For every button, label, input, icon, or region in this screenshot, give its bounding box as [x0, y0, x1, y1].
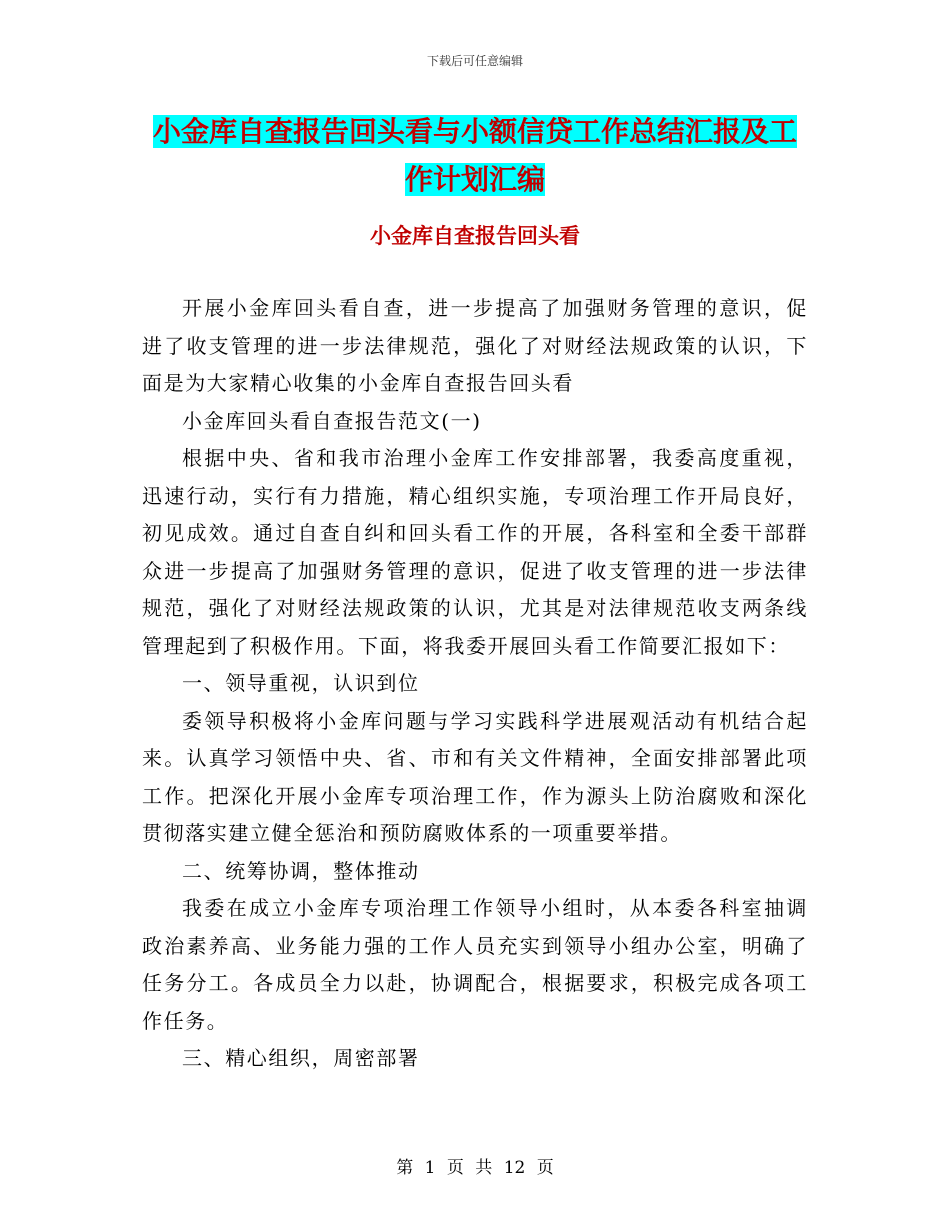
page-footer: 第 1 页 共 12 页 — [396, 1158, 554, 1178]
header-note: 下载后可任意编辑 — [426, 54, 523, 68]
heading-leadership: 一、领导重视，认识到位 — [182, 671, 420, 695]
heading-coordination: 二、统筹协调，整体推动 — [182, 858, 420, 883]
heading-organization: 三、精心组织，周密部署 — [182, 1046, 420, 1070]
document-title — [140, 108, 810, 204]
document-title-text: 小金库自查报告回头看与小额信贷工作总结汇报及工作计划汇编 — [152, 115, 797, 196]
paragraph-intro: 开展小金库回头看自查，进一步提高了加强财务管理的意识，促进了收支管理的进一步法律规范，强化了对财经法规政策的认识，下面是为大家精心收集的小金库自查报告回头看 — [142, 296, 808, 395]
section-title: 小金库自查报告回头看 — [370, 224, 580, 248]
document-body — [142, 290, 808, 1078]
paragraph-background: 根据中央、省和我市治理小金库工作安排部署，我委高度重视，迅速行动，实行有力措施，精心组织实施，专项治理工作开局良好，初见成效。通过自查自纠和回头看工作的开展，各科室和全委干部群众进一步提高了加强财务管理的意识，促进了收支管理的进一步法律规范，强化了对财经法规政策的认识，尤其是对法律规范收支两条线管理起到了积极作用。下面，将我委开展回头看工作简要汇报如下： — [142, 446, 808, 658]
paragraph-sample-heading: 小金库回头看自查报告范文(一) — [182, 408, 482, 433]
paragraph-leadership: 委领导积极将小金库问题与学习实践科学进展观活动有机结合起来。认真学习领悟中央、省、市和有关文件精神，全面安排部署此项工作。把深化开展小金库专项治理工作，作为源头上防治腐败和深化贯彻落实建立健全惩治和预防腐败体系的一项重要举措。 — [142, 708, 808, 845]
paragraph-coordination: 我委在成立小金库专项治理工作领导小组时，从本委各科室抽调政治素养高、业务能力强的工作人员充实到领导小组办公室，明确了任务分工。各成员全力以赴，协调配合，根据要求，积极完成各项工作任务。 — [142, 896, 808, 1033]
